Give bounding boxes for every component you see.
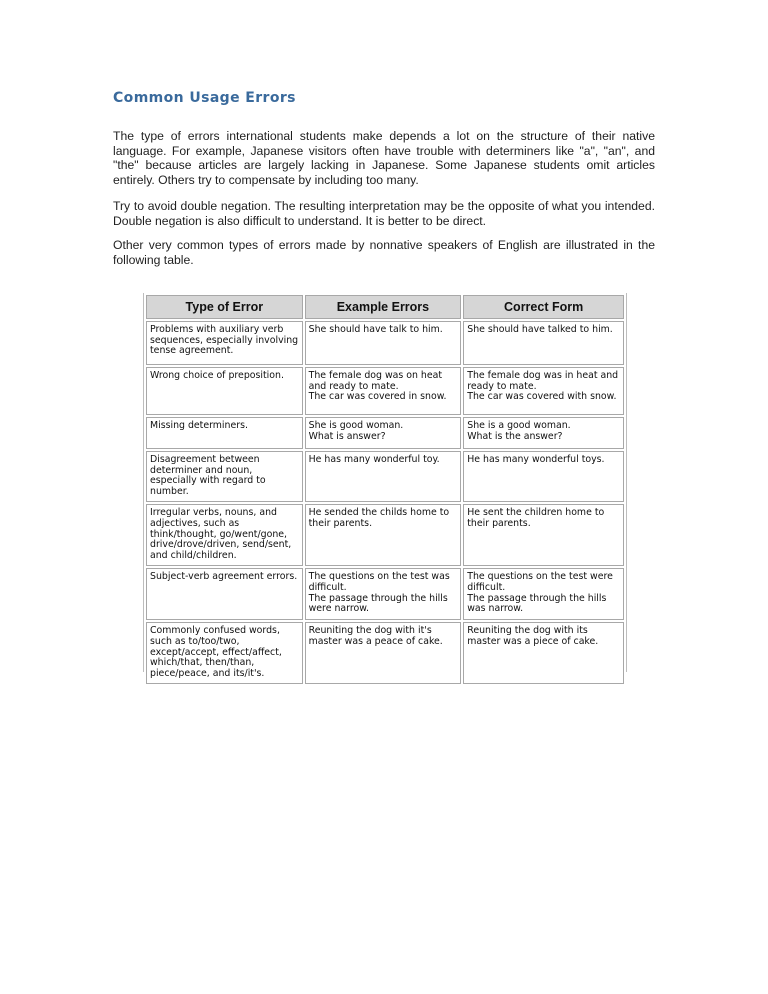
error-type-cell: Subject-verb agreement errors. bbox=[146, 568, 303, 620]
example-line: Reuniting the dog with it's master was a peace of cake. bbox=[308, 625, 443, 647]
table-intro-paragraph: Other very common types of errors made by nonnative speakers of English are illustrated in the following table. bbox=[113, 238, 655, 267]
document-body bbox=[113, 90, 655, 268]
example-error-cell bbox=[305, 504, 462, 566]
example-line: He sended the childs home to their parents. bbox=[308, 507, 450, 529]
example-error-cell bbox=[305, 417, 462, 449]
error-type-cell: Problems with auxiliary verb sequences, especially involving tense agreement. bbox=[146, 321, 303, 365]
table-row bbox=[146, 367, 624, 415]
correct-form-cell bbox=[463, 367, 624, 415]
table-header-row bbox=[146, 295, 624, 319]
double-negation-paragraph: Try to avoid double negation. The resulting interpretation may be the opposite of what you intended. Double negation is also difficult to understand. It is better to be direct. bbox=[113, 198, 655, 228]
example-error-cell bbox=[305, 451, 462, 502]
correct-form-cell bbox=[463, 321, 624, 365]
correct-line: The female dog was in heat and ready to mate. bbox=[467, 370, 619, 392]
example-line: What is answer? bbox=[308, 430, 386, 442]
example-line: The car was covered in snow. bbox=[308, 391, 447, 403]
table-row bbox=[146, 417, 624, 449]
table-row bbox=[146, 321, 624, 365]
correct-form-cell bbox=[463, 504, 624, 566]
table-row bbox=[146, 451, 624, 502]
example-error-cell bbox=[305, 568, 462, 620]
correct-line: She should have talked to him. bbox=[467, 324, 613, 335]
header-example-errors: Example Errors bbox=[305, 295, 462, 319]
error-type-cell: Missing determiners. bbox=[146, 417, 303, 449]
header-type-of-error: Type of Error bbox=[146, 295, 303, 319]
example-error-cell bbox=[305, 367, 462, 415]
error-type-cell: Wrong choice of preposition. bbox=[146, 367, 303, 415]
error-type-cell: Irregular verbs, nouns, and adjectives, such as think/thought, go/went/gone, drive/drove/driven, send/sent, and child/children. bbox=[146, 504, 303, 566]
table-row bbox=[146, 568, 624, 620]
errors-table bbox=[144, 293, 626, 686]
error-type-cell: Disagreement between determiner and noun, especially with regard to number. bbox=[146, 451, 303, 502]
correct-form-cell bbox=[463, 417, 624, 449]
correct-form-cell bbox=[463, 568, 624, 620]
correct-line: The passage through the hills was narrow. bbox=[467, 592, 607, 615]
correct-line: She is a good woman. bbox=[467, 420, 571, 431]
section-heading: Common Usage Errors bbox=[113, 90, 296, 106]
table-row bbox=[146, 622, 624, 684]
example-line: The passage through the hills were narrow. bbox=[308, 592, 448, 615]
correct-form-cell bbox=[463, 451, 624, 502]
example-line: The female dog was on heat and ready to mate. bbox=[308, 370, 443, 392]
example-line: The questions on the test was difficult. bbox=[308, 571, 450, 593]
correct-line: The car was covered with snow. bbox=[467, 391, 617, 403]
example-error-cell bbox=[305, 321, 462, 365]
correct-line: He sent the children home to their parents. bbox=[467, 507, 605, 529]
example-error-cell bbox=[305, 622, 462, 684]
error-type-cell: Commonly confused words, such as to/too/two, except/accept, effect/affect, which/that, then/than, piece/peace, and its/it's. bbox=[146, 622, 303, 684]
example-line: She should have talk to him. bbox=[308, 324, 443, 335]
example-line: She is good woman. bbox=[308, 420, 404, 431]
errors-table-container bbox=[143, 293, 627, 679]
correct-form-cell bbox=[463, 622, 624, 684]
correct-line: What is the answer? bbox=[467, 430, 563, 442]
correct-line: The questions on the test were difficult. bbox=[467, 571, 613, 593]
correct-line: Reuniting the dog with its master was a piece of cake. bbox=[467, 625, 599, 647]
example-line: He has many wonderful toy. bbox=[308, 454, 440, 465]
header-correct-form: Correct Form bbox=[463, 295, 624, 319]
correct-line: He has many wonderful toys. bbox=[467, 454, 605, 465]
intro-paragraph: The type of errors international students make depends a lot on the structure of their native language. For example, Japanese visitors often have trouble with determiners like "a", "an", and "the" because articles are largely lacking in Japanese. Some Japanese students omit articles entirely. Others try to compensate by including too many. bbox=[113, 129, 655, 188]
table-row bbox=[146, 504, 624, 566]
